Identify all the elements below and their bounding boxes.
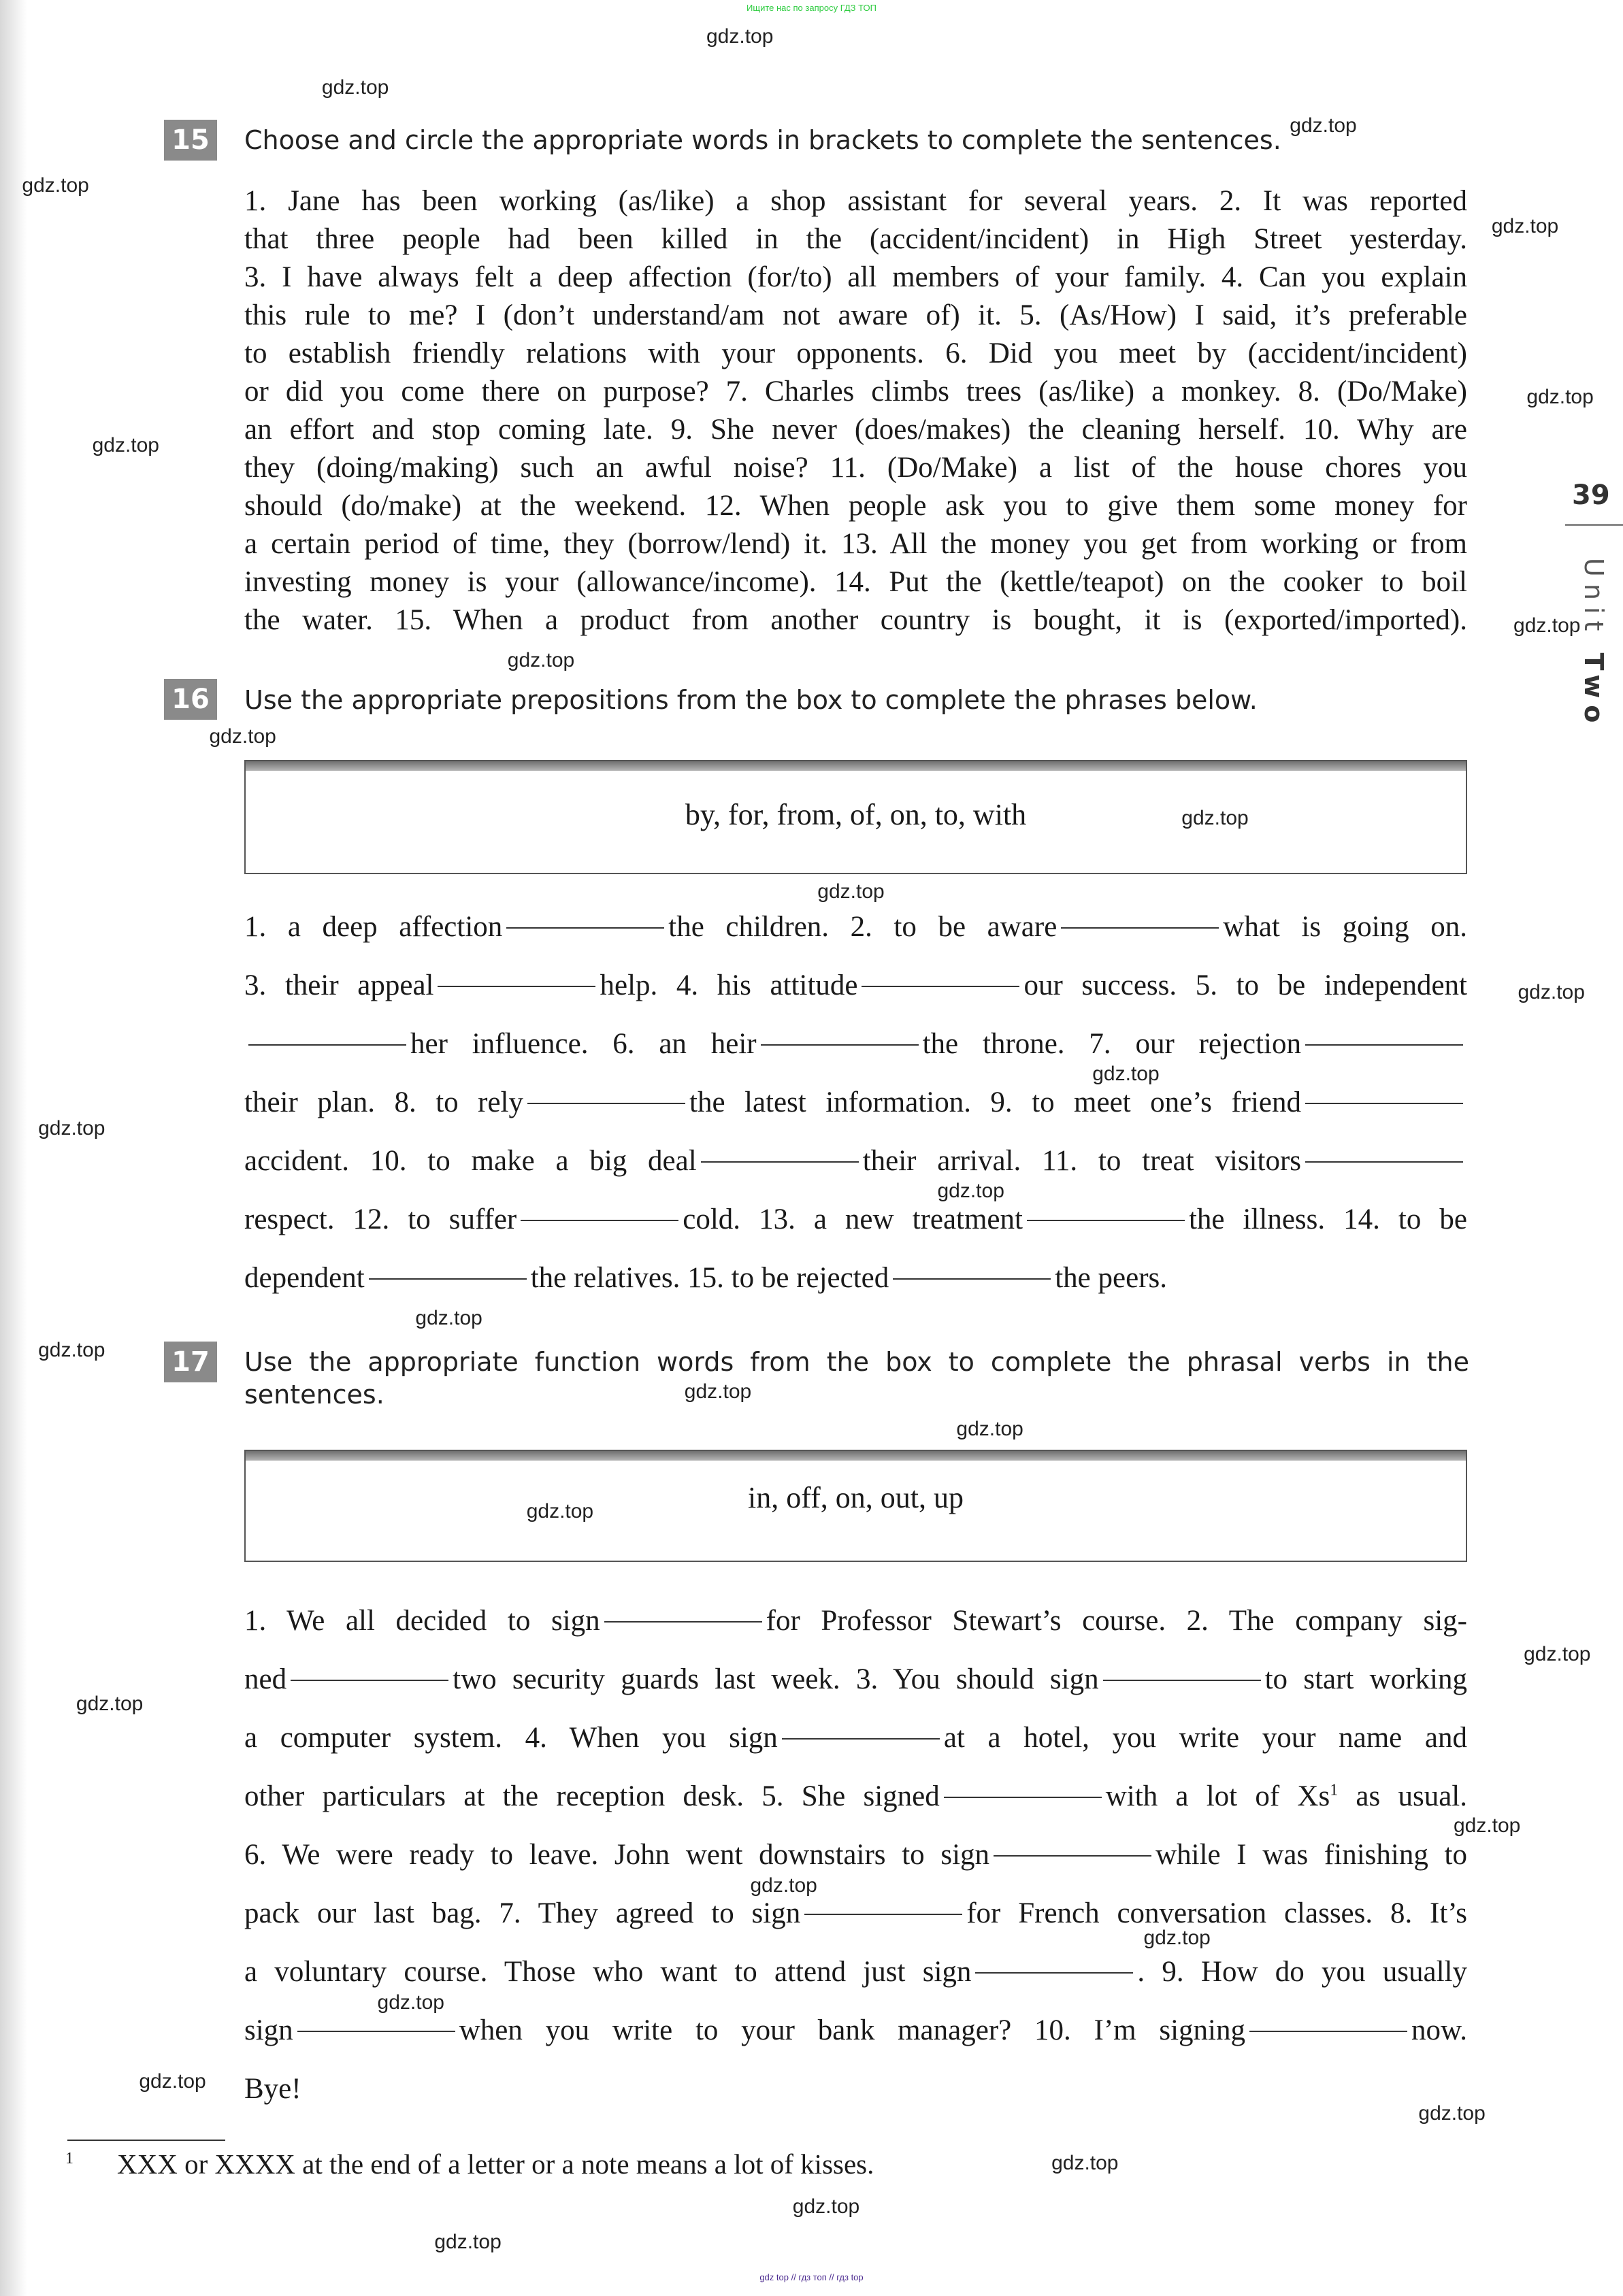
text-segment: a computer system. 4. When you sign (244, 1722, 778, 1754)
watermark-text: gdz.top (750, 1874, 817, 1897)
page-number-rule (1565, 524, 1623, 526)
text-segment: their plan. 8. to rely (244, 1086, 523, 1118)
footnote-text: XXX or XXXX at the end of a letter or a note means a lot of kisses. (117, 2148, 874, 2180)
watermark-text: gdz.top (76, 1693, 144, 1716)
text-line (244, 1191, 1467, 1249)
answer-blank[interactable] (1061, 927, 1219, 929)
text-segment: for Professor Stewart’s course. 2. The company sig- (766, 1605, 1467, 1637)
answer-blank[interactable] (527, 1103, 685, 1104)
page-edge-shadow (0, 0, 27, 2296)
text-segment: 3. their appeal (244, 969, 434, 1001)
text-segment: respect. 12. to suffer (244, 1203, 517, 1235)
answer-blank[interactable] (369, 1278, 527, 1280)
watermark-text: gdz.top (1518, 980, 1585, 1003)
watermark-text: gdz.top (1290, 114, 1357, 137)
answer-blank[interactable] (438, 986, 595, 987)
text-line: or did you come there on purpose? 7. Charles climbs trees (as/like) a monkey. 8. (Do/Make) (244, 376, 1467, 407)
footnote-mark: 1 (65, 2150, 73, 2167)
text-line (244, 1709, 1467, 1767)
exercise-16-text (244, 898, 1467, 1308)
watermark-text: gdz.top (684, 1380, 752, 1403)
page-number: 39 (1572, 480, 1610, 511)
watermark-text: gdz.top (1526, 386, 1594, 409)
watermark-text: gdz.top (706, 24, 774, 48)
watermark-text: gdz.top (1491, 215, 1559, 238)
text-segment: the illness. 14. to be (1188, 1203, 1467, 1235)
watermark-text: gdz.top (1051, 2152, 1119, 2174)
text-line (244, 1826, 1467, 1884)
text-line (244, 1132, 1467, 1191)
unit-word: Unit (1579, 558, 1609, 638)
watermark-text: gdz.top (415, 1307, 482, 1330)
exercise-16-heading: Use the appropriate prepositions from the box to complete the phrases below. (244, 685, 1258, 715)
answer-blank[interactable] (1305, 1103, 1463, 1104)
watermark-text: gdz.top (209, 725, 276, 748)
watermark-text: gdz.top (1092, 1063, 1160, 1086)
watermark-text: gdz.top (526, 1499, 594, 1523)
text-segment: when you write to your bank manager? 10. I’m signing (459, 2014, 1245, 2046)
watermark-text: gdz.top (139, 2069, 206, 2093)
watermark-text: gdz.top (792, 2195, 860, 2218)
answer-blank[interactable] (506, 927, 664, 929)
answer-blank[interactable] (994, 1855, 1151, 1857)
exercise-17-words: in, off, on, out, up (748, 1481, 964, 1514)
text-line: an effort and stop coming late. 9. She never (does/makes) the cleaning herself. 10. Why are (244, 414, 1467, 446)
text-segment: other particulars at the reception desk. 5. She signed (244, 1780, 940, 1812)
text-line (244, 898, 1467, 956)
text-segment: what is going on. (1223, 911, 1467, 943)
text-line: they (doing/making) such an awful noise? 11. (Do/Make) a list of the house chores you (244, 452, 1467, 484)
answer-blank[interactable] (804, 1914, 962, 1915)
text-line (244, 1767, 1467, 1826)
top-search-note: Ищите нас по запросу ГДЗ ТОП (747, 3, 876, 13)
text-segment: dependent (244, 1262, 365, 1294)
footnote-rule (67, 2140, 225, 2141)
text-segment: at a hotel, you write your name and (943, 1722, 1467, 1754)
watermark-text: gdz.top (956, 1418, 1023, 1441)
answer-blank[interactable] (1305, 1161, 1463, 1163)
word-box-bar (246, 1451, 1466, 1461)
text-segment: their arrival. 11. to treat visitors (862, 1145, 1301, 1177)
watermark-text: gdz.top (92, 434, 159, 457)
exercise-17-number: 17 (164, 1342, 217, 1382)
watermark-text: gdz.top (1418, 2101, 1486, 2125)
answer-blank[interactable] (893, 1278, 1051, 1280)
watermark-text: gdz.top (1181, 807, 1249, 830)
answer-blank[interactable] (1027, 1220, 1185, 1221)
text-line (244, 1249, 1467, 1308)
text-segment: sign (244, 2014, 293, 2046)
watermark-text: gdz.top (507, 649, 575, 672)
text-line: this rule to me? I (don’t understand/am not aware of) it. 5. (As/How) I said, it’s preferable (244, 299, 1467, 331)
answer-blank[interactable] (521, 1220, 678, 1221)
exercise-15-heading: Choose and circle the appropriate words in brackets to complete the sentences. (244, 125, 1281, 155)
text-segment: two security guards last week. 3. You should sign (453, 1663, 1099, 1695)
text-segment: ned (244, 1663, 287, 1695)
text-segment: now. (1411, 2014, 1467, 2046)
bottom-note: gdz top // гдз топ // гдз top (759, 2272, 864, 2282)
watermark-text: gdz.top (38, 1339, 105, 1362)
text-segment: while I was finishing to (1155, 1839, 1467, 1871)
exercise-16-word-box (244, 760, 1467, 874)
answer-blank[interactable] (1305, 1044, 1463, 1046)
heading-line: sentences. (244, 1380, 384, 1410)
text-segment: to start working (1264, 1663, 1467, 1695)
text-line: should (do/make) at the weekend. 12. When people ask you to give them some money for (244, 490, 1467, 522)
text-line: that three people had been killed in the (accident/incident) in High Street yesterday. (244, 223, 1467, 255)
text-segment: help. 4. his attitude (600, 969, 858, 1001)
text-line: to establish friendly relations with your opponents. 6. Did you meet by (accident/incident) (244, 337, 1467, 369)
unit-label (1579, 558, 1609, 729)
exercise-15-text (244, 182, 1467, 639)
exercise-16-number: 16 (164, 679, 217, 720)
unit-number: Two (1579, 652, 1609, 730)
watermark-text: gdz.top (377, 1991, 444, 2014)
text-segment: a voluntary course. Those who want to attend just sign (244, 1956, 972, 1988)
answer-blank[interactable] (782, 1738, 940, 1740)
text-segment: the peers. (1055, 1262, 1167, 1294)
watermark-text: gdz.top (817, 880, 885, 903)
text-line: 1. Jane has been working (as/like) a shop assistant for several years. 2. It was reported (244, 185, 1467, 217)
text-segment: as usual. (1338, 1780, 1467, 1812)
text-line: 3. I have always felt a deep affection (for/to) all members of your family. 4. Can you explain (244, 261, 1467, 293)
answer-blank[interactable] (1103, 1680, 1261, 1681)
text-segment: the latest information. 9. to meet one’s friend (689, 1086, 1301, 1118)
footnote-ref: 1 (1330, 1781, 1339, 1799)
text-segment: her influence. 6. an heir (410, 1028, 757, 1060)
text-line: investing money is your (allowance/income). 14. Put the (kettle/teapot) on the cooker to boil (244, 566, 1467, 598)
text-line (244, 956, 1467, 1015)
text-segment: Bye! (244, 2073, 301, 2105)
answer-blank[interactable] (862, 986, 1019, 987)
watermark-text: gdz.top (1513, 614, 1581, 637)
text-segment: pack our last bag. 7. They agreed to sign (244, 1897, 801, 1929)
heading-line: Use the appropriate function words from the box to complete the phrasal verbs in the (244, 1347, 1469, 1377)
text-line (244, 1592, 1467, 1650)
exercise-15-number: 15 (164, 120, 217, 161)
text-line (244, 2060, 1467, 2118)
exercise-17-heading (244, 1346, 1469, 1411)
watermark-text: gdz.top (434, 2231, 502, 2254)
text-segment: 1. a deep affection (244, 911, 503, 943)
text-line (244, 1074, 1467, 1132)
answer-blank[interactable] (248, 1044, 406, 1046)
text-line: the water. 15. When a product from another country is bought, it is (exported/imported). (244, 604, 1467, 636)
answer-blank[interactable] (944, 1797, 1102, 1798)
text-segment: the relatives. 15. to be rejected (530, 1262, 889, 1294)
text-line (244, 1884, 1467, 1943)
watermark-text: gdz.top (937, 1180, 1004, 1203)
answer-blank[interactable] (1249, 2031, 1407, 2032)
text-segment: with a lot of Xs (1105, 1780, 1330, 1812)
answer-blank[interactable] (604, 1621, 762, 1623)
text-segment: the throne. 7. our rejection (922, 1028, 1301, 1060)
text-segment: for French conversation classes. 8. It’s (966, 1897, 1467, 1929)
answer-blank[interactable] (761, 1044, 919, 1046)
answer-blank[interactable] (975, 1972, 1133, 1974)
exercise-17-text (244, 1592, 1467, 2118)
watermark-text: gdz.top (22, 173, 89, 197)
watermark-text: gdz.top (1524, 1643, 1591, 1666)
text-segment: accident. 10. to make a big deal (244, 1145, 697, 1177)
answer-blank[interactable] (291, 1680, 448, 1681)
exercise-17-word-box (244, 1450, 1467, 1562)
answer-blank[interactable] (297, 2031, 455, 2032)
text-segment: 6. We were ready to leave. John went downstairs to sign (244, 1839, 990, 1871)
text-segment: cold. 13. a new treatment (683, 1203, 1023, 1235)
answer-blank[interactable] (701, 1161, 859, 1163)
text-segment: . 9. How do you usually (1137, 1956, 1467, 1988)
text-segment: our success. 5. to be independent (1023, 969, 1467, 1001)
text-segment: the children. 2. to be aware (668, 911, 1058, 943)
exercise-16-words: by, for, from, of, on, to, with (685, 798, 1027, 831)
watermark-text: gdz.top (1143, 1927, 1211, 1950)
text-line (244, 1650, 1467, 1709)
watermark-text: gdz.top (38, 1116, 105, 1139)
text-segment: 1. We all decided to sign (244, 1605, 600, 1637)
watermark-text: gdz.top (1453, 1814, 1521, 1837)
text-line: a certain period of time, they (borrow/lend) it. 13. All the money you get from working or from (244, 528, 1467, 560)
watermark-text: gdz.top (321, 76, 389, 99)
text-line (244, 1015, 1467, 1074)
word-box-bar (246, 761, 1466, 771)
